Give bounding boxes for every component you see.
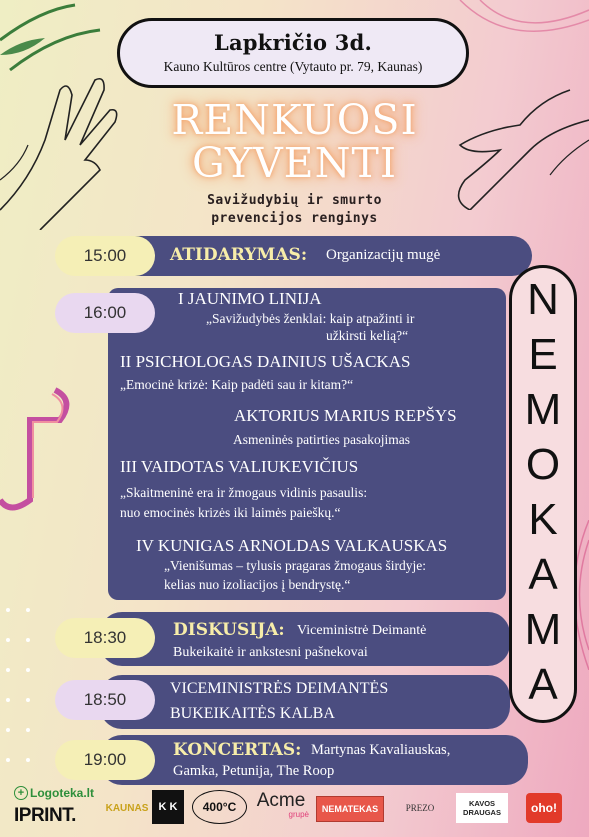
talk-3-line-1: Asmeninės patirties pasakojimas — [233, 432, 410, 447]
discussion-time: 18:30 — [55, 618, 155, 658]
concert-line-1: Martynas Kavaliauskas, — [311, 742, 451, 758]
dots-decoration — [0, 600, 40, 780]
title-line-1: RENKUOSI — [171, 96, 418, 144]
discussion-line-1: Viceministrė Deimantė — [297, 623, 427, 638]
nematekas-logo: NEMATEKAS — [316, 796, 384, 822]
talk-3-title: AKTORIUS MARIUS REPŠYS — [234, 406, 457, 425]
concert-label: KONCERTAS: — [173, 740, 302, 760]
logoteka-text: Logoteka.lt — [30, 786, 95, 800]
acme-logo — [253, 790, 309, 826]
talk-1-title: I JAUNIMO LINIJA — [178, 289, 322, 308]
speech-time: 18:50 — [55, 680, 155, 720]
event-date: Lapkričio 3d. — [214, 30, 372, 55]
prezo-logo: PREZO — [405, 803, 435, 813]
opening-text: Organizacijų mugė — [326, 247, 441, 263]
iprint-logo: IPRINT. — [14, 805, 76, 826]
free-letter: M — [524, 385, 562, 434]
free-letter: A — [528, 550, 558, 599]
date-venue-badge — [117, 18, 469, 88]
subtitle-line-1: Savižudybių ir smurto — [207, 193, 382, 208]
talk-4-line-1: „Skaitmeninė era ir žmogaus vidinis pasaulis: — [120, 485, 368, 500]
talks-time: 16:00 — [55, 293, 155, 333]
plus-circle-icon: + — [14, 786, 28, 800]
talk-2-title: II PSICHOLOGAS DAINIUS UŠACKAS — [120, 352, 411, 371]
free-letter: N — [527, 275, 559, 324]
discussion-label: DISKUSIJA: — [173, 620, 285, 640]
opening-time: 15:00 — [55, 236, 155, 276]
kauno-logo: KAUNAS — [105, 802, 149, 814]
free-letter: A — [528, 660, 558, 709]
opening-label: ATIDARYMAS: — [170, 245, 308, 265]
title-line-2: GYVENTI — [191, 139, 398, 187]
acme-subtext: grupė — [288, 810, 309, 819]
kavos-draugas-logo: KAVOS DRAUGAS — [456, 793, 508, 823]
concert-time: 19:00 — [55, 740, 155, 780]
logoteka-logo — [14, 783, 94, 803]
kk-logo: K K — [152, 790, 184, 824]
c400-logo: 400°C — [192, 790, 247, 824]
free-letter: O — [525, 440, 561, 489]
free-letter: E — [528, 330, 558, 379]
talk-5-line-2: kelias nuo izoliacijos į bendrystę.“ — [164, 577, 351, 592]
talk-5-line-1: „Vienišumas – tylusis pragaras žmogaus širdyje: — [164, 558, 427, 573]
discussion-line-2: Bukeikaitė ir ankstesni pašnekovai — [173, 645, 368, 660]
talk-1-line-2: užkirsti kelią?“ — [326, 328, 409, 343]
free-entry-badge — [509, 265, 577, 723]
subtitle-line-2: prevencijos renginys — [211, 211, 378, 226]
free-letter: K — [528, 495, 558, 544]
music-note-decoration — [0, 380, 80, 530]
talk-2-line-1: „Emocinė krizė: Kaip padėti sau ir kitam?“ — [120, 377, 354, 392]
talk-5-title: IV KUNIGAS ARNOLDAS VALKAUSKAS — [136, 536, 448, 555]
free-letter: M — [524, 605, 562, 654]
talk-4-title: III VAIDOTAS VALIUKEVIČIUS — [120, 457, 359, 476]
event-venue: Kauno Kultūros centre (Vytauto pr. 79, Kaunas) — [163, 59, 423, 74]
acme-text: Acme — [256, 790, 306, 811]
speech-line-1: VICEMINISTRĖS DEIMANTĖS — [170, 680, 389, 697]
concert-line-2: Gamka, Petunija, The Roop — [173, 763, 335, 779]
talk-4-line-2: nuo emocinės krizės iki laimės paieškų.“ — [120, 505, 341, 520]
talk-1-line-1: „Savižudybės ženklai: kaip atpažinti ir — [206, 311, 415, 326]
speech-line-2: BUKEIKAITĖS KALBA — [170, 705, 335, 722]
oho-logo: oho! — [526, 793, 562, 823]
